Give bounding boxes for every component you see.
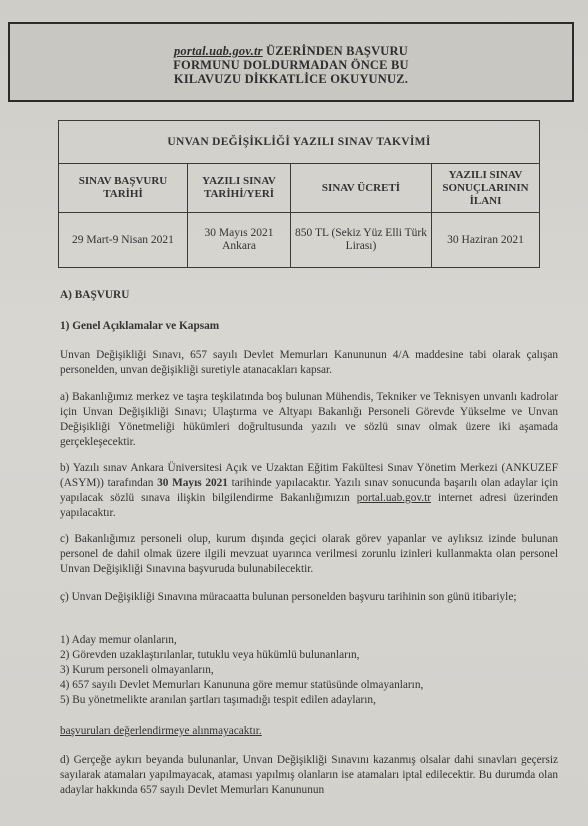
paragraph-b-part3: internet adresi üzerinden yapılacaktır. <box>60 492 558 519</box>
exam-schedule-table <box>58 120 540 268</box>
rejection-note: başvuruları değerlendirmeye alınmayacaktır. <box>60 725 262 737</box>
section-heading: A) BAŞVURU <box>60 289 130 301</box>
warning-notice-text <box>10 44 572 86</box>
header-exam-fee: SINAV ÜCRETİ <box>291 164 432 213</box>
exam-date-bold: 30 Mayıs 2021 <box>157 477 228 489</box>
paragraph-a: a) Bakanlığımız merkez ve taşra teşkilatında boş bulunan Mühendis, Tekniker ve Teknisyen unvanlı kadrolar için Unvan Değişikliği Sınavı; Ulaştırma ve Altyapı Bakanlığı Personeli Görevde Yükselme ve Unvan Değişikliği Yönetmeliği hükümleri doğrultusunda yazılı ve sözlü sınav olmak üzere iki aşamada gerçekleşecektir. <box>60 391 558 448</box>
schedule-title: UNVAN DEĞİŞİKLİĞİ YAZILI SINAV TAKVİMİ <box>59 121 540 164</box>
cell-results-announcement: 30 Haziran 2021 <box>432 213 540 268</box>
header-results-announcement: YAZILI SINAV SONUÇLARININ İLANI <box>432 164 540 213</box>
list-item: 2) Görevden uzaklaştırılanlar, tutuklu veya hükümlü bulunanların, <box>60 649 360 661</box>
warning-notice-box <box>8 22 574 102</box>
portal-link[interactable]: portal.uab.gov.tr <box>173 44 263 58</box>
paragraph-cc: ç) Unvan Değişikliği Sınavına müracaatta bulunan personelden başvuru tarihinin son günü itibariyle; <box>60 591 517 603</box>
ineligibility-list <box>60 633 558 708</box>
list-item: 5) Bu yönetmelikte aranılan şartları taşımadığı tespit edilen adayların, <box>60 694 376 706</box>
cell-exam-date-place: 30 Mayıs 2021 Ankara <box>188 213 291 268</box>
list-item: 1) Aday memur olanların, <box>60 634 177 646</box>
header-exam-date-place: YAZILI SINAV TARİHİ/YERİ <box>188 164 291 213</box>
notice-line1: ÜZERİNDEN BAŞVURU <box>262 44 408 58</box>
portal-link-inline[interactable]: portal.uab.gov.tr <box>356 492 431 504</box>
list-item: 3) Kurum personeli olmayanların, <box>60 664 214 676</box>
cell-exam-fee: 850 TL (Sekiz Yüz Elli Türk Lirası) <box>291 213 432 268</box>
header-application-date: SINAV BAŞVURU TARİHİ <box>59 164 188 213</box>
paragraph-b-part1: b) Yazılı sınav Ankara Üniversitesi Açık ve Uzaktan Eğitim Fakültesi Sınav Yönetim Merkezi (ANKUZEF (ASYM)) tarafından <box>60 462 558 489</box>
paragraph-c: c) Bakanlığımız personeli olup, kurum dışında geçici olarak görev yapanlar ve aylıksız izinde bulunan personel de dahil olmak üzere ilgili mevzuat uyarınca verilmesi zorunlu izinleri kullanmakta olan personel Unvan Değişikliği Sınavına başvuruda bulunabilecektir. <box>60 533 558 575</box>
section-subheading: 1) Genel Açıklamalar ve Kapsam <box>60 320 220 332</box>
notice-line2: FORMUNU DOLDURMADAN ÖNCE BU <box>173 58 409 72</box>
paragraph-d: d) Gerçeğe aykırı beyanda bulunanlar, Unvan Değişikliği Sınavını kazanmış olsalar dahi sınavları geçersiz sayılarak atamaları yapılmayacak, ataması yapılmış olanların ise atamaları iptal edilecektir. Bu durumda olan adaylar hakkında 657 sayılı Devlet Memurları Kanununun <box>60 754 558 796</box>
list-item: 4) 657 sayılı Devlet Memurları Kanununa göre memur statüsünde olmayanların, <box>60 679 424 691</box>
cell-application-date: 29 Mart-9 Nisan 2021 <box>59 213 188 268</box>
intro-paragraph: Unvan Değişikliği Sınavı, 657 sayılı Devlet Memurları Kanununun 4/A maddesine tabi olarak çalışan personelden, unvan değişikliği suretiyle atanacakları kapsar. <box>60 349 558 376</box>
notice-line3: KILAVUZU DİKKATLİCE OKUYUNUZ. <box>173 72 409 86</box>
paragraph-b <box>60 461 558 521</box>
paragraph-b-part2: tarihinde yapılacaktır. Yazılı sınav sonucunda başarılı olan adaylar için yapılacak sözlü sınava ilişkin bilgilendirme Bakanlığımızın <box>60 477 558 504</box>
